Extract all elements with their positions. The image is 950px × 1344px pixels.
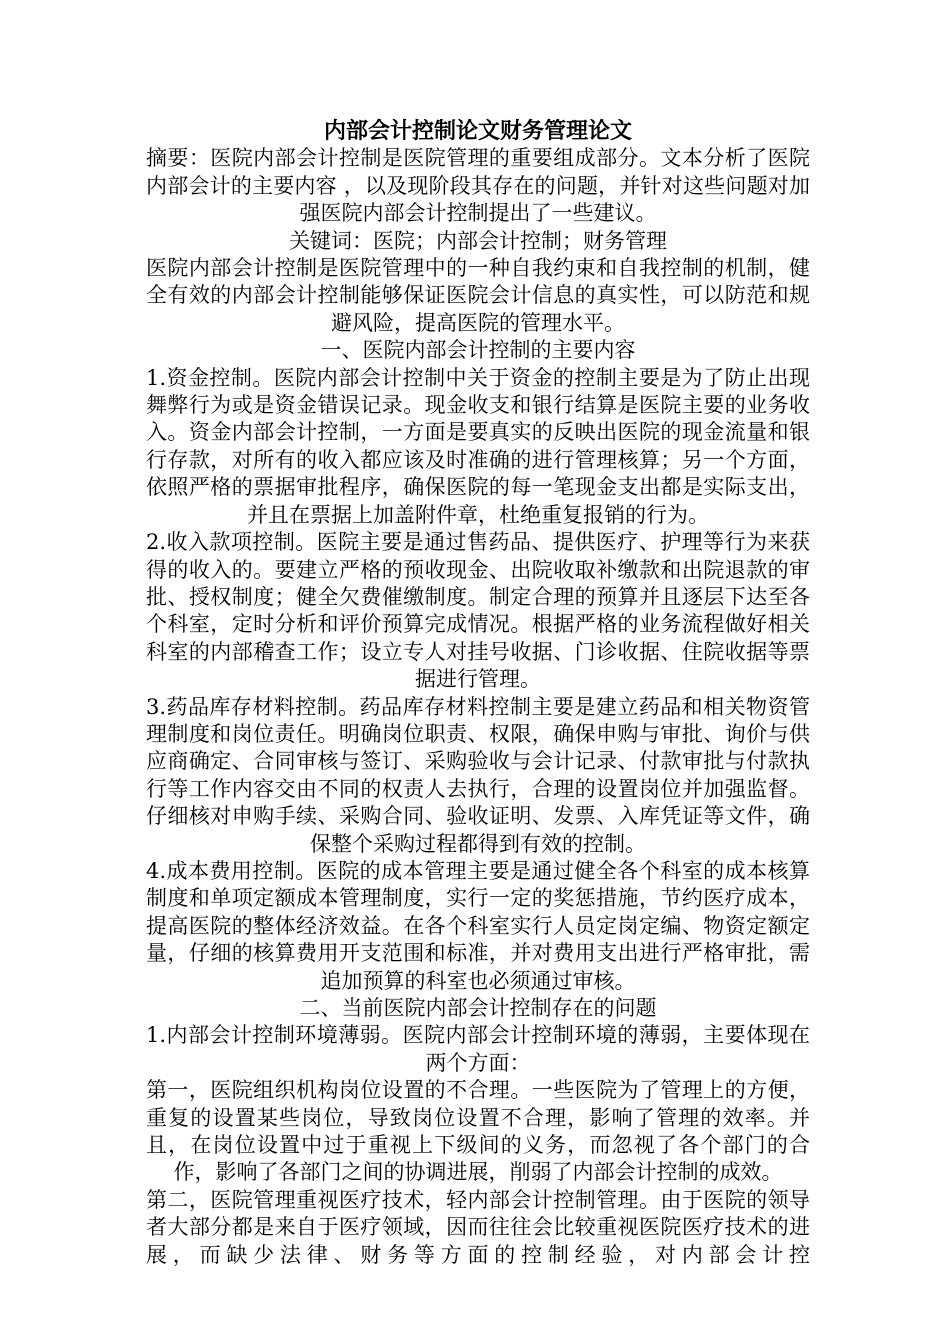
- list-item: 1.资金控制。医院内部会计控制中关于资金的控制主要是为了防止出现舞弊行为或是资金错误记录。现金收支和银行结算是医院主要的业务收入。资金内部会计控制，一方面是要真实的反映出医院的现金流量和银行存款，对所有的收入都应该及时准确的进行管理核算；另一个方面，依照严格的票据审批程序，确保医院的每一笔现金支出都是实际支出，并且在票据上加盖附件章，杜绝重复报销的行为。: [146, 365, 810, 527]
- list-item: 3.药品库存材料控制。药品库存材料控制主要是建立药品和相关物资管理制度和岗位责任。明确岗位职责、权限，确保申购与审批、询价与供应商确定、合同审核与签订、采购验收与会计记录、付款审批与付款执行等工作内容交由不同的权责人去执行，合理的设置岗位并加强监督。仔细核对申购手续、采购合同、验收证明、发票、入库凭证等文件，确保整个采购过程都得到有效的控制。: [146, 694, 810, 856]
- body-paragraph: 第二，医院管理重视医疗技术，轻内部会计控制管理。由于医院的领导者大部分都是来自于医疗领域，因而往往会比较重视医院医疗技术的进展，而缺少法律、财务等方面的控制经验，对内部会计控: [146, 1187, 810, 1267]
- section-heading: 二、当前医院内部会计控制存在的问题: [299, 996, 657, 1020]
- document-page: [146, 118, 810, 1269]
- list-item: 4.成本费用控制。医院的成本管理主要是通过健全各个科室的成本核算制度和单项定额成本管理制度，实行一定的奖惩措施，节约医疗成本，提高医院的整体经济效益。在各个科室实行人员定岗定编、物资定额定量，仔细的核算费用开支范围和标准，并对费用支出进行严格审批，需追加预算的科室也必须通过审核。: [146, 858, 810, 993]
- list-item: 1.内部会计控制环境薄弱。医院内部会计控制环境的薄弱，主要体现在两个方面：: [146, 1023, 810, 1075]
- section-heading: 一、医院内部会计控制的主要内容: [320, 338, 636, 363]
- intro-paragraph: 医院内部会计控制是医院管理中的一种自我约束和自我控制的机制，健全有效的内部会计控制能够保证医院会计信息的真实性，可以防范和规避风险，提高医院的管理水平。: [146, 256, 810, 335]
- document-title: 内部会计控制论文财务管理论文: [323, 118, 632, 144]
- list-item: 2.收入款项控制。医院主要是通过售药品、提供医疗、护理等行为来获得的收入的。要建立严格的预收现金、出院收取补缴款和出院退款的审批、授权制度；健全欠费催缴制度。制定合理的预算并且逐层下达至各个科室，定时分析和评价预算完成情况。根据严格的业务流程做好相关科室的内部稽查工作；设立专人对挂号收据、门诊收据、住院收据等票据进行管理。: [146, 530, 810, 692]
- keywords-line: 关键词：医院；内部会计控制；财务管理: [289, 228, 667, 253]
- body-paragraph: 第一，医院组织机构岗位设置的不合理。一些医院为了管理上的方便，重复的设置某些岗位，导致岗位设置不合理，影响了管理的效率。并且，在岗位设置中过于重视上下级间的义务，而忽视了各个部门的合作，影响了各部门之间的协调进展，削弱了内部会计控制的成效。: [146, 1078, 810, 1185]
- abstract-paragraph: 摘要：医院内部会计控制是医院管理的重要组成部分。文本分析了医院内部会计的主要内容 ，以及现阶段其存在的问题，并针对这些问题对加强医院内部会计控制提出了一些建议。: [146, 146, 810, 226]
